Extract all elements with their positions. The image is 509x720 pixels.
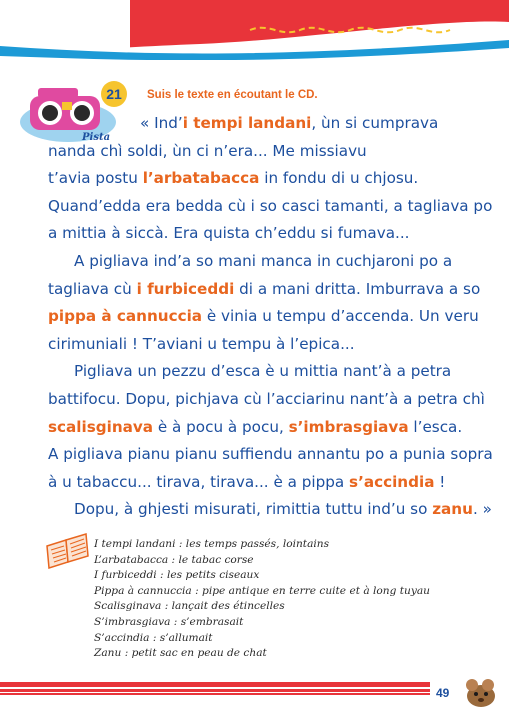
keyword: i furbiceddi (136, 279, 235, 298)
track-number: 21 (106, 86, 122, 102)
keyword: i tempi landani (182, 114, 312, 132)
keyword: pippa à cannuccia (48, 307, 203, 326)
keyword: zanu (432, 500, 473, 519)
glossary-entry: L’arbatabacca : le tabac corse (94, 553, 254, 566)
text-line: Dopu, à ghjesti misurati, rimittia tuttu ind’u so zanu. » (74, 500, 492, 519)
footer-stripes (0, 682, 430, 696)
story-text (48, 110, 493, 524)
glossary-entry: Pippa à cannuccia : pipe antique en terre cuite et à long tuyau (94, 584, 430, 597)
header-band (0, 0, 509, 60)
instruction: Suis le texte en écoutant le CD. (147, 89, 318, 101)
text-line: nanda chì soldi, ùn ci n’era... Me missiavu (48, 141, 367, 160)
keyword: s’accindia (349, 472, 435, 491)
text-line: pippa à cannuccia è vinia u tempu d’accenda. Un veru (48, 307, 479, 326)
text-line: A pigliava pianu pianu suffiendu annantu po a punia sopra (48, 445, 493, 464)
glossary-entry: Scalisginava : lançait des étincelles (94, 600, 285, 613)
keyword: s’imbrasgiava (288, 417, 409, 436)
text-line: cirimuniali ! T’aviani u tempu à l’epica... (48, 334, 355, 353)
glossary-entry: I tempi landani : les temps passés, lointains (94, 538, 330, 550)
text-line: battifocu. Dopu, pichjava cù l’acciarinu nant’à a petra chì (48, 389, 485, 408)
glossary-entry: S’accindia : s’allumait (94, 631, 213, 644)
keyword: l’arbatabacca (142, 169, 260, 188)
glossary-entry: S’imbrasgiava : s’embrasait (94, 615, 244, 628)
text-line: Quand’edda era bedda cù i so casci tamanti, a tagliava po (48, 196, 493, 215)
track-label: Pista (82, 132, 111, 143)
text-line: a mittia à siccà. Era quista ch’eddu si fumava... (48, 224, 410, 243)
text-line: A pigliava ind’a so mani manca in cuchjaroni po a (74, 251, 453, 270)
text-line: Pigliava un pezzu d’esca è u mittia nant’à a petra (74, 362, 452, 381)
text-line: tagliava cù i furbiceddi di a mani dritta. Imburrava a so (48, 279, 481, 298)
text-line: à u tabaccu... tirava, tirava... è a pippa s’accindia ! (48, 472, 446, 491)
mouse-icon (461, 676, 501, 710)
glossary-entry: I furbiceddi : les petits ciseaux (94, 569, 260, 582)
glossary-entry: Zanu : petit sac en peau de chat (94, 647, 267, 660)
text-line: t’avia postu l’arbatabacca in fondu di u chjosu. (48, 169, 419, 188)
text-line: scalisginava è à pocu à pocu, s’imbrasgiava l’esca. (48, 417, 463, 436)
open-book-icon (44, 532, 90, 570)
page-number: 49 (436, 686, 450, 700)
glossary (94, 537, 430, 662)
text-line: « Ind’i tempi landani, ùn si cumprava (140, 114, 439, 132)
keyword: scalisginava (48, 417, 154, 436)
